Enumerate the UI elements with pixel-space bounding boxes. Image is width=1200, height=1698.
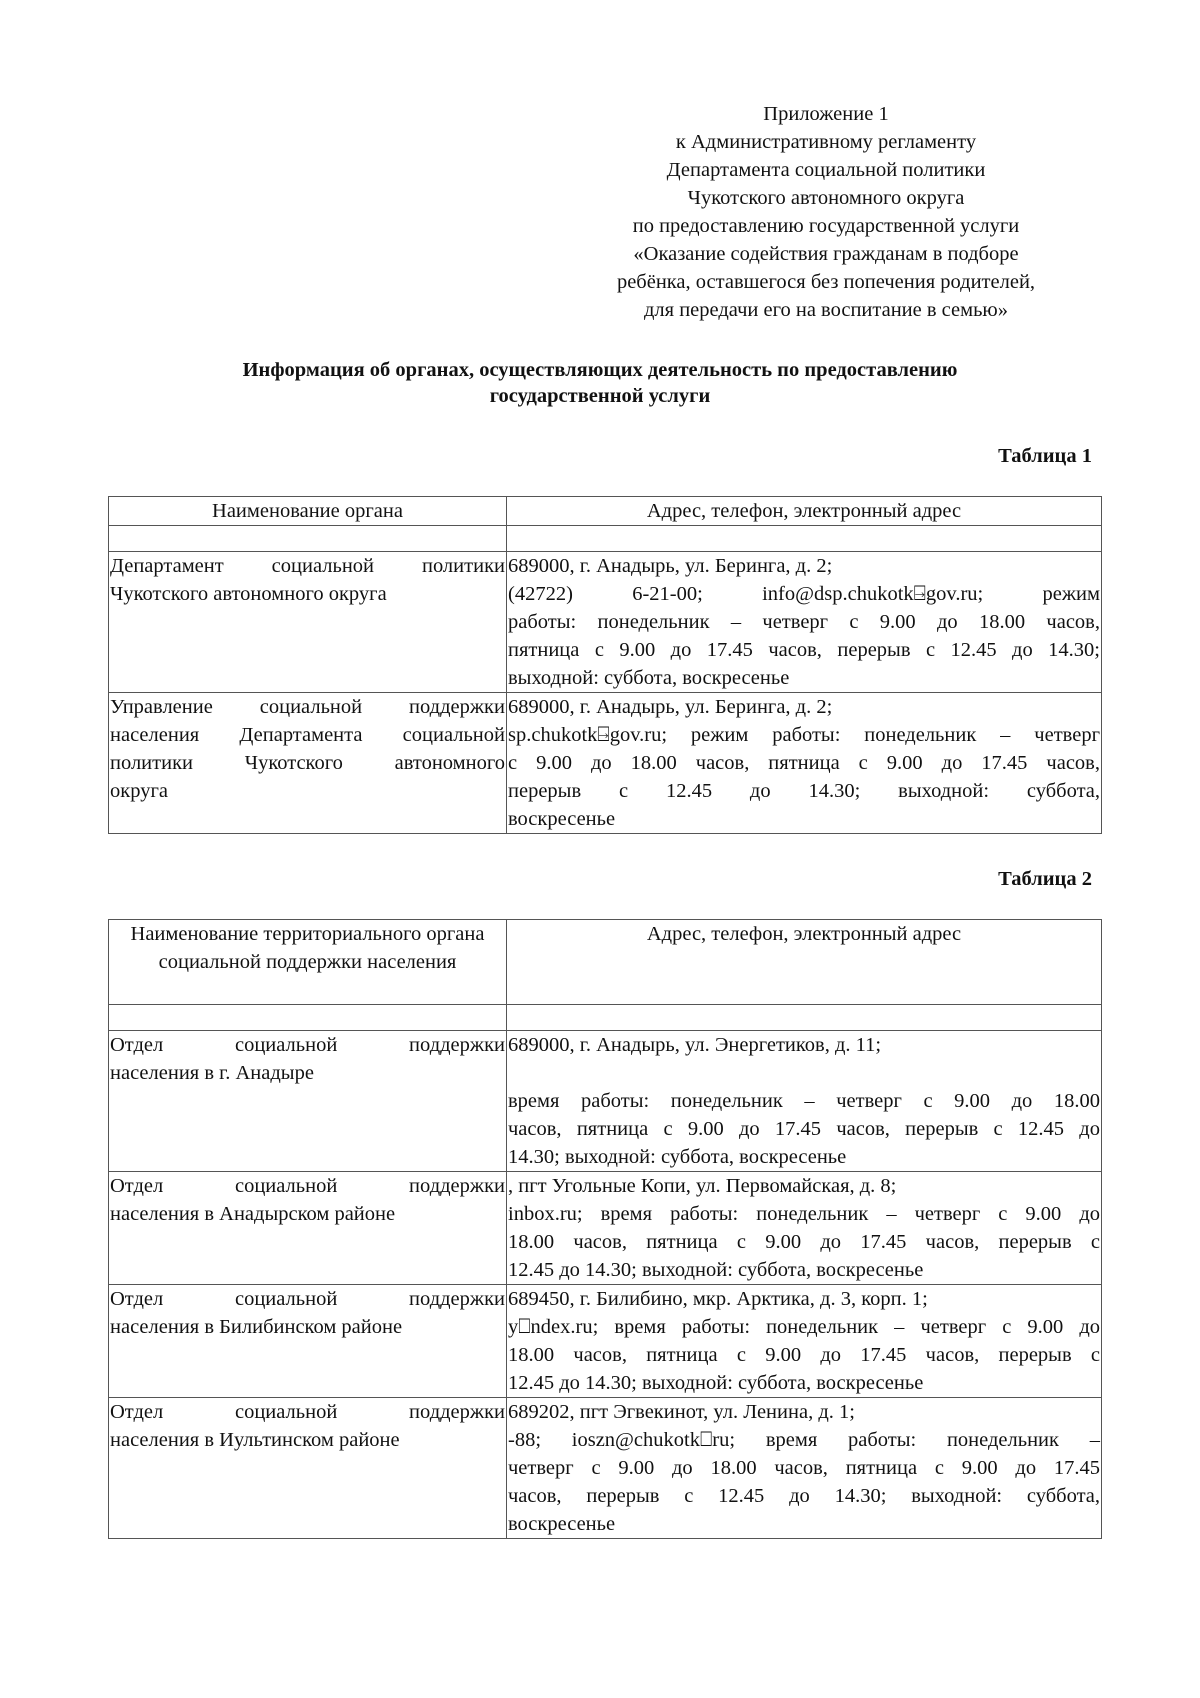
department-name-cell — [109, 1398, 507, 1539]
cell-line: 689000, г. Анадырь, ул. Беринга, д. 2; — [508, 555, 833, 577]
department-name-cell — [109, 1031, 507, 1172]
document-heading — [108, 357, 1092, 409]
cell-line: inbox.ru; время работы: понедельник – четверг с 9.00 до — [508, 1203, 1100, 1225]
cell-line: 12.45 до 14.30; выходной: суббота, воскресенье — [508, 1259, 924, 1281]
cell-line: Департамент социальной политики — [110, 555, 505, 577]
cell-line: политики Чукотского автономного — [110, 752, 505, 774]
appendix-line: Департамента социальной политики — [666, 159, 986, 181]
cell-line: y⎕ndex.ru; время работы: понедельник – четверг с 9.00 до — [508, 1316, 1100, 1338]
cell-line: воскресенье — [508, 808, 616, 830]
cell-line: населения в Иультинском районе — [110, 1429, 400, 1451]
table-row — [109, 1172, 1102, 1285]
cell-line: Чукотского автономного округа — [110, 583, 387, 605]
cell-line: (42722) 6-21-00; info@dsp.chukotk⍈gov.ru; режим — [508, 583, 1100, 605]
table-empty-row — [109, 1005, 1102, 1031]
cell-line: работы: понедельник – четверг с 9.00 до 18.00 часов, — [508, 611, 1100, 633]
appendix-line: Чукотского автономного округа — [687, 187, 965, 209]
table-row — [109, 1398, 1102, 1539]
table-header-cell: Наименование территориального органа социальной поддержки населения — [109, 920, 507, 1005]
cell-line: , пгт Угольные Копи, ул. Первомайская, д. 8; — [508, 1175, 897, 1197]
table-row — [109, 1285, 1102, 1398]
cell-line: пятница с 9.00 до 17.45 часов, перерыв с 12.45 до 14.30; — [508, 639, 1100, 661]
table2 — [108, 919, 1102, 1539]
cell-line: 12.45 до 14.30; выходной: суббота, воскресенье — [508, 1372, 924, 1394]
table-header-cell: Наименование органа — [109, 497, 507, 526]
cell-line: округа — [110, 780, 168, 802]
table-row — [109, 552, 1102, 693]
appendix-line: к Административному регламенту — [675, 131, 977, 153]
appendix-line: по предоставлению государственной услуги — [632, 215, 1020, 237]
heading-line: государственной услуги — [489, 385, 711, 407]
cell-line: Управление социальной поддержки — [110, 696, 505, 718]
cell-line: Отдел социальной поддержки — [110, 1034, 505, 1056]
table-row — [109, 693, 1102, 834]
organ-name-cell — [109, 693, 507, 834]
cell-gap — [508, 1059, 1100, 1087]
cell-line: Отдел социальной поддержки — [110, 1401, 505, 1423]
cell-line: sp.chukotk⍈gov.ru; режим работы: понедельник – четверг — [508, 724, 1100, 746]
cell-line: 689000, г. Анадырь, ул. Беринга, д. 2; — [508, 696, 833, 718]
department-info-cell — [507, 1172, 1102, 1285]
department-name-cell — [109, 1285, 507, 1398]
cell-line: населения Департамента социальной — [110, 724, 505, 746]
department-info-cell — [507, 1031, 1102, 1172]
organ-info-cell — [507, 693, 1102, 834]
table1 — [108, 496, 1102, 834]
table-header-cell: Адрес, телефон, электронный адрес — [507, 497, 1102, 526]
department-info-cell — [507, 1398, 1102, 1539]
cell-line: -88; ioszn@chukotk⎕ru; время работы: понедельник – — [508, 1429, 1100, 1451]
organ-name-cell — [109, 552, 507, 693]
department-name-cell — [109, 1172, 507, 1285]
cell-line: 689450, г. Билибино, мкр. Арктика, д. 3, корп. 1; — [508, 1288, 928, 1310]
cell-line: часов, перерыв с 12.45 до 14.30; выходной: суббота, — [508, 1485, 1100, 1507]
cell-line: 18.00 часов, пятница с 9.00 до 17.45 часов, перерыв с — [508, 1231, 1100, 1253]
appendix-line: ребёнка, оставшегося без попечения родителей, — [616, 271, 1036, 293]
department-info-cell — [507, 1285, 1102, 1398]
cell-line: 14.30; выходной: суббота, воскресенье — [508, 1146, 847, 1168]
cell-line: населения в г. Анадыре — [110, 1062, 314, 1084]
organ-info-cell — [507, 552, 1102, 693]
appendix-line: Приложение 1 — [763, 103, 889, 125]
cell-line: четверг с 9.00 до 18.00 часов, пятница с 9.00 до 17.45 — [508, 1457, 1100, 1479]
cell-line: перерыв с 12.45 до 14.30; выходной: суббота, — [508, 780, 1100, 802]
appendix-line: для передачи его на воспитание в семью» — [644, 299, 1008, 321]
cell-line: 18.00 часов, пятница с 9.00 до 17.45 часов, перерыв с — [508, 1344, 1100, 1366]
cell-line: часов, пятница с 9.00 до 17.45 часов, перерыв с 12.45 до — [508, 1118, 1100, 1140]
table-header-cell: Адрес, телефон, электронный адрес — [507, 920, 1102, 1005]
heading-line: Информация об органах, осуществляющих деятельность по предоставлению — [242, 359, 958, 381]
cell-line: 689000, г. Анадырь, ул. Энергетиков, д. 11; — [508, 1034, 882, 1056]
appendix-block — [560, 100, 1092, 324]
table-row — [109, 1031, 1102, 1172]
cell-line: выходной: суббота, воскресенье — [508, 667, 790, 689]
cell-line: Отдел социальной поддержки — [110, 1288, 505, 1310]
table-empty-row — [109, 526, 1102, 552]
cell-line: 689202, пгт Эгвекинот, ул. Ленина, д. 1; — [508, 1401, 855, 1423]
appendix-line: «Оказание содействия гражданам в подборе — [633, 243, 1019, 265]
table-header-row — [109, 920, 1102, 1005]
cell-line: воскресенье — [508, 1513, 616, 1535]
cell-line: с 9.00 до 18.00 часов, пятница с 9.00 до 17.45 часов, — [508, 752, 1100, 774]
table1-caption: Таблица 1 — [998, 445, 1092, 467]
cell-line: Отдел социальной поддержки — [110, 1175, 505, 1197]
table-header-row — [109, 497, 1102, 526]
cell-line: время работы: понедельник – четверг с 9.00 до 18.00 — [508, 1090, 1100, 1112]
table2-caption: Таблица 2 — [998, 868, 1092, 890]
cell-line: населения в Анадырском районе — [110, 1203, 396, 1225]
cell-line: населения в Билибинском районе — [110, 1316, 403, 1338]
